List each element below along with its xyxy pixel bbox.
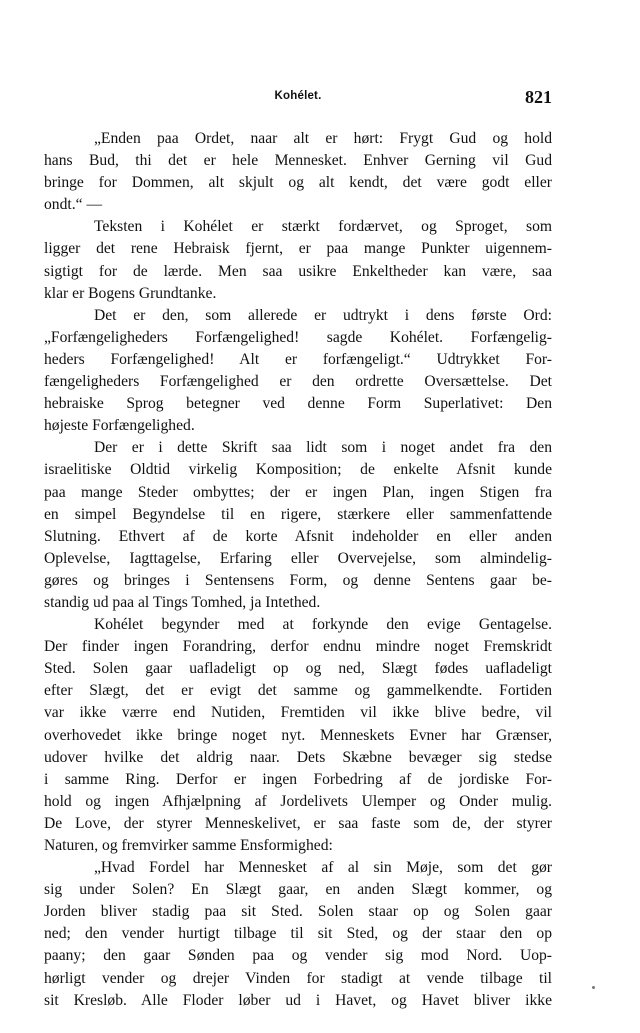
text-line: „Forfængeligheders Forfængelighed! sagde Kohélet. Forfængelig- [44, 328, 552, 346]
text-line: højeste Forfængelighed. [44, 417, 195, 435]
text-line: i samme Ring. Derfor er ingen Forbedring af de jordiske For- [44, 770, 552, 788]
running-head-title: Kohélet. [274, 90, 322, 102]
text-line: ligger det rene Hebraisk fjernt, er paa mange Punkter uigennem- [44, 240, 552, 258]
text-line: De Love, der styrer Menneskelivet, er saa faste som de, der styrer [44, 814, 552, 832]
text-line: overhovedet ikke bringe noget nyt. Menneskets Evner har Grænser, [44, 726, 552, 744]
text-line: Naturen, og fremvirker samme Ensformighed: [44, 837, 333, 854]
text-line: gøres og bringes i Sentensens Form, og denne Sentens gaar be- [44, 571, 552, 589]
text-line: klar er Bogens Grundtanke. [44, 284, 217, 302]
text-line: heders Forfængelighed! Alt er forfængeligt.“ Udtrykket For- [44, 350, 552, 368]
text-line: Der finder ingen Forandring, derfor endnu mindre noget Fremskridt [44, 638, 552, 656]
text-line: Oplevelse, Iagttagelse, Erfaring eller Overvejelse, som almindelig- [44, 549, 552, 567]
text-line: fængeligheders Forfængelighed er den ordrette Oversættelse. Det [44, 373, 552, 391]
page-number: 821 [525, 87, 552, 107]
text-line: bringe for Dommen, alt skjult og alt kendt, det være godt eller [44, 174, 552, 192]
text-line: sig under Solen? En Slægt gaar, en anden Slægt kommer, og [44, 881, 552, 899]
text-line: Jorden bliver stadig paa sit Sted. Solen staar op og Solen gaar [44, 903, 552, 921]
text-line: Teksten i Kohélet er stærkt fordærvet, og Sproget, som [94, 218, 552, 236]
text-line: hebraiske Sprog betegner ved denne Form Superlativet: Den [44, 395, 552, 413]
text-line: ned; den vender hurtigt tilbage til sit Sted, og der staar den op [44, 925, 552, 943]
text-line: hold og ingen Afhjælpning af Jordelivets Ulemper og Onder mulig. [44, 792, 552, 810]
text-line: efter Slægt, det er evigt det samme og gammelkendte. Fortiden [44, 682, 552, 700]
text-line: udover hvilke det aldrig naar. Dets Skæbne bevæger sig stedse [44, 748, 552, 766]
text-line: Slutning. Ethvert af de korte Afsnit indeholder en eller anden [44, 527, 552, 545]
paper-speck [592, 986, 595, 989]
text-line: paany; den gaar Sønden paa og vender sig mod Nord. Uop- [44, 947, 552, 965]
text-line: paa mange Steder ombyttes; der er ingen Plan, ingen Stigen fra [44, 483, 552, 501]
text-line: en simpel Begyndelse til en rigere, stærkere eller sammenfattende [44, 505, 552, 523]
text-line: hørligt vender og drejer Vinden for stadigt at vende tilbage til [44, 969, 552, 987]
text-line: ondt.“ — [44, 196, 103, 214]
text-line: israelitiske Oldtid virkelig Komposition; de enkelte Afsnit kunde [44, 461, 552, 479]
text-line: var ikke værre end Nutiden, Fremtiden vil ikke blive bedre, vil [44, 704, 552, 722]
text-line: „Enden paa Ordet, naar alt er hørt: Frygt Gud og hold [94, 130, 552, 147]
text-line: „Hvad Fordel har Mennesket af al sin Møje, som det gør [94, 859, 552, 877]
text-line: hans Bud, thi det er hele Mennesket. Enhver Gerning vil Gud [44, 152, 552, 170]
text-line: Sted. Solen gaar uafladeligt op og ned, Slægt fødes uafladeligt [44, 660, 552, 678]
text-line: sit Kresløb. Alle Floder løber ud i Havet, og Havet bliver ikke [44, 991, 552, 1009]
text-line: sigtigt for de lærde. Men saa usikre Enkeltheder kan være, saa [44, 262, 552, 280]
running-head [44, 88, 552, 108]
text-line: standig ud paa al Tings Tomhed, ja Intethed. [44, 593, 321, 611]
text-line: Kohélet begynder med at forkynde den evige Gentagelse. [94, 616, 552, 634]
text-line: Det er den, som allerede er udtrykt i dens første Ord: [94, 306, 552, 324]
body-text [44, 128, 552, 1012]
text-line: Der er i dette Skrift saa lidt som i noget andet fra den [94, 439, 552, 457]
